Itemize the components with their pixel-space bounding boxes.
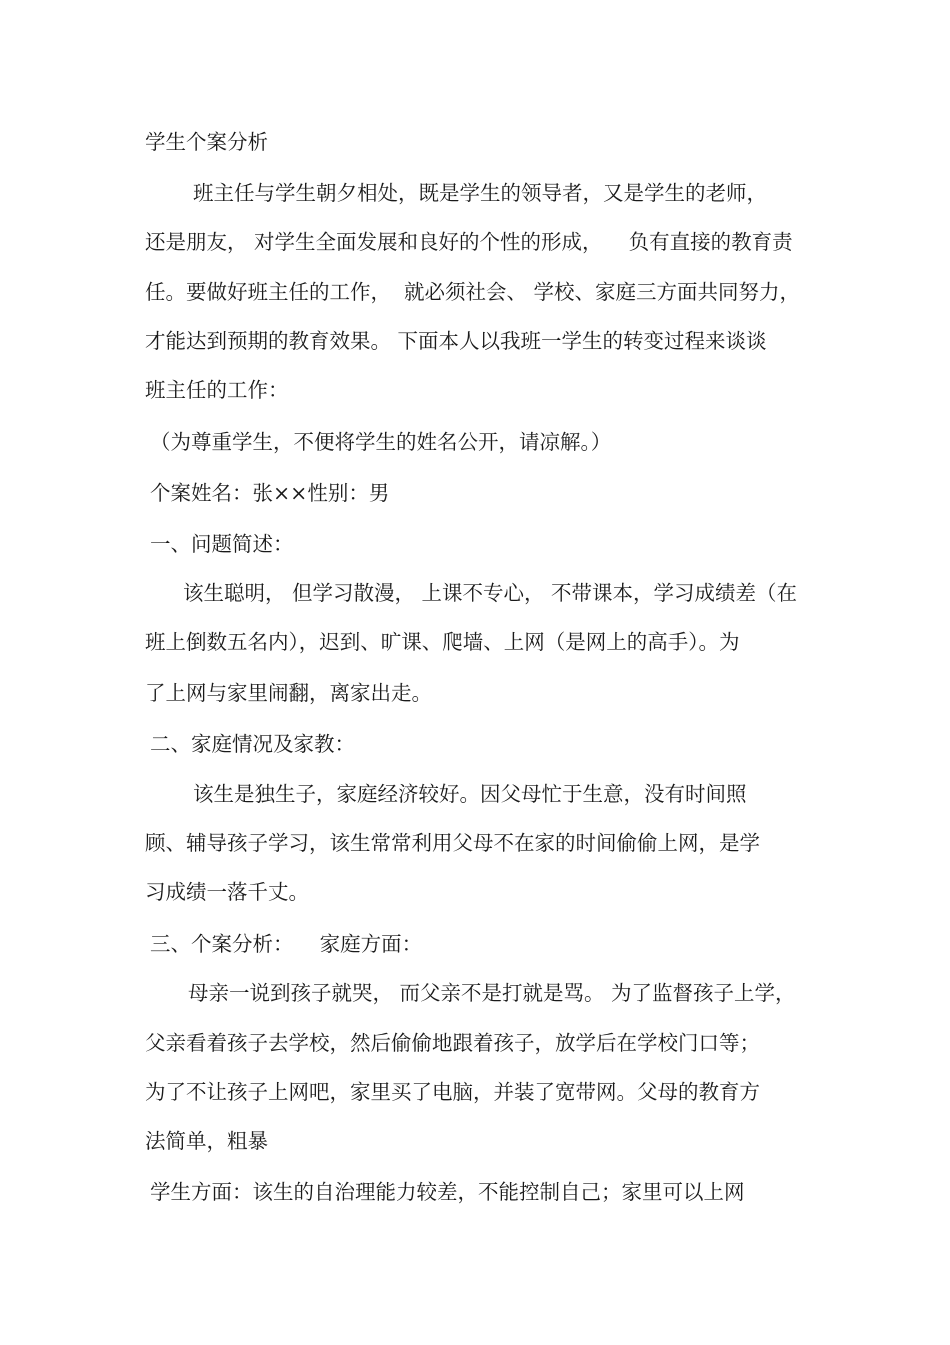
paragraph-line-problem-1: 该生聪明， 但学习散漫， 上课不专心， 不带课本，学习成绩差（在 xyxy=(183,581,798,605)
document-title: 学生个案分析 xyxy=(145,130,268,154)
paragraph-line-analysis-2: 父亲看着孩子去学校，然后偷偷地跟着孩子，放学后在学校门口等； xyxy=(145,1031,760,1055)
paragraph-line-family-2: 顾、辅导孩子学习，该生常常利用父母不在家的时间偷偷上网，是学 xyxy=(145,831,760,855)
paragraph-line-analysis-1: 母亲一说到孩子就哭， 而父亲不是打就是骂。 为了监督孩子上学， xyxy=(188,981,796,1005)
section-heading-analysis: 三、个案分析： 家庭方面： xyxy=(150,932,423,956)
paragraph-line-analysis-3: 为了不让孩子上网吧，家里买了电脑，并装了宽带网。父母的教育方 xyxy=(145,1080,760,1104)
privacy-note: （为尊重学生，不便将学生的姓名公开，请凉解。） xyxy=(150,430,612,454)
paragraph-line-intro-1: 班主任与学生朝夕相处，既是学生的领导者，又是学生的老师， xyxy=(193,181,767,205)
paragraph-line-intro-2: 还是朋友， 对学生全面发展和良好的个性的形成， 负有直接的教育责 xyxy=(145,230,793,254)
section-heading-problem: 一、问题简述： xyxy=(150,532,294,556)
section-heading-family: 二、家庭情况及家教： xyxy=(150,732,355,756)
paragraph-line-family-1: 该生是独生子，家庭经济较好。因父母忙于生意，没有时间照 xyxy=(193,782,747,806)
paragraph-line-intro-4: 才能达到预期的教育效果。 下面本人以我班一学生的转变过程来谈谈 xyxy=(145,329,767,353)
case-name-gender: 个案姓名：张××性别：男 xyxy=(150,481,390,505)
paragraph-line-intro-5: 班主任的工作： xyxy=(145,378,289,402)
paragraph-line-problem-2: 班上倒数五名内），迟到、旷课、爬墙、上网（是网上的高手）。为 xyxy=(145,630,740,654)
paragraph-line-intro-3: 任。要做好班主任的工作， 就必须社会、 学校、家庭三方面共同努力， xyxy=(145,280,801,304)
paragraph-line-analysis-4: 法简单，粗暴 xyxy=(145,1129,268,1153)
paragraph-line-problem-3: 了上网与家里闹翻，离家出走。 xyxy=(145,681,432,705)
paragraph-line-student-aspect: 学生方面：该生的自治理能力较差，不能控制自己；家里可以上网 xyxy=(150,1180,745,1204)
paragraph-line-family-3: 习成绩一落千丈。 xyxy=(145,880,309,904)
